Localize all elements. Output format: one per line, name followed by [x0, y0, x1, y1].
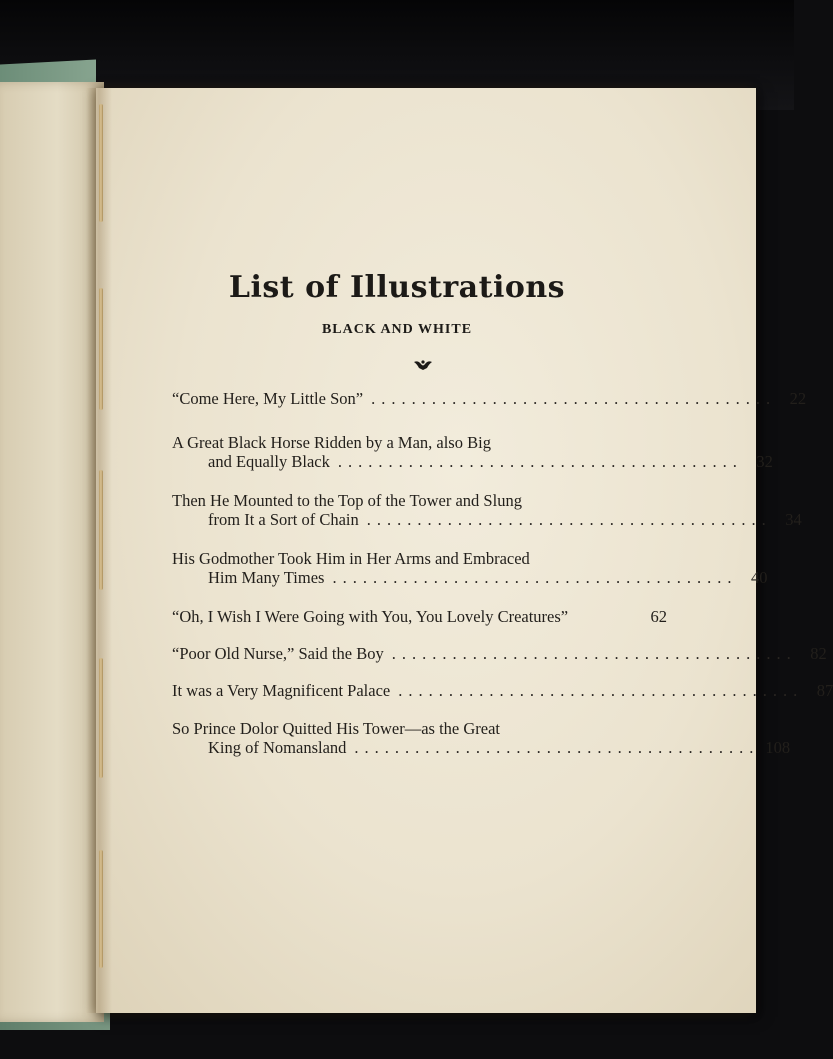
page-number: 32	[756, 452, 773, 471]
entry-title-continued: King of Nomansland	[208, 738, 347, 757]
page-number: 62	[650, 607, 667, 626]
list-item	[172, 681, 833, 700]
entry-title: “Oh, I Wish I Were Going with You, You Lovely Creatures”	[172, 607, 569, 626]
page-number: 87	[816, 681, 833, 700]
list-item	[172, 389, 807, 408]
page-number: 108	[765, 738, 791, 757]
page-number: 82	[810, 644, 827, 663]
leader-dots: ........................................	[337, 452, 743, 471]
leader-dots: ........................................	[354, 738, 760, 757]
leader-dots: ........................................	[371, 389, 777, 408]
entry-title: “Come Here, My Little Son”	[172, 389, 364, 408]
entry-title-continued: from It a Sort of Chain	[208, 510, 359, 529]
leader-dots: ........................................	[366, 510, 772, 529]
page-number: 34	[785, 510, 802, 529]
list-item	[172, 719, 791, 757]
leader-dots: ........................................	[332, 568, 738, 587]
entry-title: His Godmother Took Him in Her Arms and Embraced	[172, 549, 530, 568]
leader-dots: ........................................	[398, 681, 804, 700]
binding-thread	[99, 288, 103, 410]
list-item	[172, 644, 827, 663]
page-number: 40	[750, 568, 768, 587]
list-item	[172, 549, 768, 587]
entry-title-continued: and Equally Black	[208, 452, 330, 471]
leader-dots: ........................................	[391, 644, 797, 663]
page-number: 22	[789, 389, 807, 408]
entry-title: So Prince Dolor Quitted His Tower—as the Great	[172, 719, 501, 738]
page-title: List of Illustrations	[228, 270, 566, 305]
entry-title: It was a Very Magnificent Palace	[172, 681, 391, 700]
entry-title: “Poor Old Nurse,” Said the Boy	[172, 644, 384, 663]
list-item	[172, 433, 773, 471]
list-item	[172, 608, 667, 626]
binding-thread	[99, 104, 103, 222]
list-item	[172, 491, 802, 529]
binding-thread	[99, 470, 103, 590]
entry-title-continued: Him Many Times	[208, 568, 325, 587]
binding-thread	[99, 658, 103, 778]
page-subtitle: BLACK AND WHITE	[321, 322, 473, 337]
fleuron-ornament-icon	[412, 358, 434, 372]
entry-title: A Great Black Horse Ridden by a Man, also Big	[172, 433, 491, 452]
entry-title: Then He Mounted to the Top of the Tower and Slung	[172, 491, 522, 510]
binding-thread	[99, 850, 103, 968]
